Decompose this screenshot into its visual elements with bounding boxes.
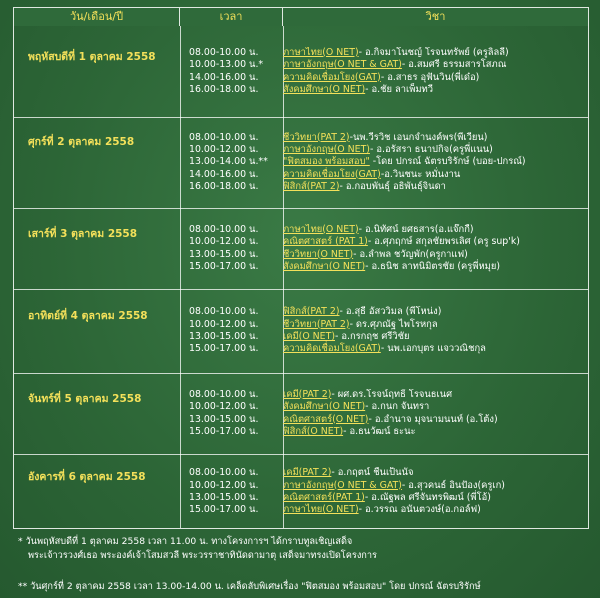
subject-name: เคมี(PAT 2) <box>283 388 332 400</box>
session-entry <box>283 504 587 516</box>
subject-name: ภาษาไทย(O NET) <box>283 46 359 58</box>
session-time: 15.00-17.00 น. <box>189 260 259 272</box>
teacher-name: - อ.อำนาจ มุจนามนนท์ (อ.โต้ง) <box>368 413 498 425</box>
teacher-name: - อ.ธนวัฒน์ ธะนะ <box>343 425 416 437</box>
table-header <box>14 8 588 26</box>
time-column <box>189 467 289 517</box>
session-time: 13.00-15.00 น. <box>189 492 259 503</box>
day-label: จันทร์ที่ 5 ตุลาคม 2558 <box>28 392 142 405</box>
day-label: อังคารที่ 6 ตุลาคม 2558 <box>28 471 146 484</box>
footnote-1-line-2: พระเจ้าวรวงศ์เธอ พระองค์เจ้าโสมสวลี พระวรราชาทินัดดามาตุ เสด็จมาทรงเปิดโครงการ <box>28 550 377 561</box>
teacher-name: - อ.สาธร อุฟันวิน(พี่เด๋อ) <box>380 71 480 83</box>
subject-name: ชีววิทยา(O NET) <box>283 248 354 260</box>
session-time: 14.00-16.00 น. <box>189 168 259 180</box>
subject-column <box>283 389 587 439</box>
header-date: วัน/เดือน/ปี <box>14 8 180 26</box>
session-time: 08.00-10.00 น. <box>189 223 259 235</box>
teacher-name: - ดร.ศุภณัฐ ไพโรหกุล <box>349 318 438 330</box>
row-divider <box>14 208 588 209</box>
subject-name: ชีววิทยา(PAT 2) <box>283 131 350 143</box>
time-column <box>189 389 289 439</box>
time-column <box>189 224 289 274</box>
session-time: 08.00-10.00 น. <box>189 388 259 400</box>
teacher-name: -อ.วินชนะ หมั่นงาน <box>380 168 461 180</box>
row-divider <box>14 117 588 118</box>
subject-name: ความคิดเชื่อมโยง(GAT) <box>283 343 381 355</box>
teacher-name: - อ.กนก จันทรา <box>365 401 430 413</box>
session-time: 15.00-17.00 น. <box>189 343 259 355</box>
session-entry <box>283 306 587 318</box>
session-entry <box>283 319 587 331</box>
header-subject: วิชา <box>283 8 588 26</box>
session-entry <box>283 331 587 343</box>
teacher-name: - อ.กรกฤช ศรีวิชัย <box>335 331 410 342</box>
footnote-2: ** วันศุกร์ที่ 2 ตุลาคม 2558 เวลา 13.00-14.00 น. เคล็ดลับพิเศษเรื่อง "ฟิตสมอง พร้อมสอบ" โดย ปกรณ์ ฉัตรบริรักษ์ <box>18 581 481 592</box>
session-time: 10.00-12.00 น. <box>189 318 259 330</box>
teacher-name: - อ.กฤตน์ ชื่นเป็นนัจ <box>331 467 414 479</box>
time-column <box>189 306 289 356</box>
teacher-name: - อ.ศุภฤกษ์ สกุลชัยพรเลิศ (ครู sup'k) <box>367 236 520 248</box>
subject-name: ฟิสิกส์(PAT 2) <box>283 306 340 318</box>
day-label: อาทิตย์ที่ 4 ตุลาคม 2558 <box>28 310 148 323</box>
session-time: 10.00-12.00 น. <box>189 479 259 491</box>
subject-name: สังคมศึกษา(O NET) <box>283 260 366 272</box>
teacher-name: - อ.สุวคนธ์ อินปัอง(ครูเก) <box>401 479 505 491</box>
subject-name: สังคมศึกษา(O NET) <box>283 401 366 413</box>
teacher-name: - อ.ชัย ลาเพ็มทวี <box>365 83 433 95</box>
subject-name: ชีววิทยา(PAT 2) <box>283 318 350 330</box>
session-time: 15.00-17.00 น. <box>189 504 259 516</box>
session-entry <box>283 389 587 401</box>
row-divider <box>14 454 588 455</box>
session-time: 10.00-12.00 น. <box>189 143 259 155</box>
time-column <box>189 132 289 194</box>
column-divider <box>180 26 181 528</box>
subject-name: เคมี(O NET) <box>283 331 335 342</box>
teacher-name: - อ.วรรณ อนันตวงษ์(อ.กอล์ฟ) <box>358 504 481 516</box>
subject-name: ฟิสิกส์(O NET) <box>283 425 344 437</box>
teacher-name: - อ.ลำพล ชวัญพัก(ครูกาแฟ) <box>353 248 468 260</box>
teacher-name: - อ.ธนิช ลาทนิมิตรชัย (ครูพี่หมุย) <box>365 260 501 272</box>
subject-column <box>283 306 587 356</box>
day-label: พฤหัสบดีที่ 1 ตุลาคม 2558 <box>28 50 156 63</box>
header-time: เวลา <box>180 8 283 26</box>
subject-name: คณิตศาสตร์ (PAT 1) <box>283 236 368 248</box>
session-time: 13.00-14.00 น.** <box>189 156 268 168</box>
session-time: 10.00-12.00 น. <box>189 401 259 413</box>
session-time: 08.00-10.00 น. <box>189 467 259 479</box>
subject-name: คณิตศาสตร์(O NET) <box>283 413 369 425</box>
subject-name: สังคมศึกษา(O NET) <box>283 83 366 95</box>
teacher-name: - อ.นิทัศน์ ยศธสาร(อ.แจ๊กกี้) <box>358 223 474 235</box>
session-entry <box>283 343 587 355</box>
subject-name: ความคิดเชื่อมโยง(GAT) <box>283 71 381 83</box>
day-label: เสาร์ที่ 3 ตุลาคม 2558 <box>28 227 138 240</box>
session-entry <box>283 181 587 193</box>
subject-name: ภาษาอังกฤษ(O NET & GAT) <box>283 479 402 491</box>
session-time: 16.00-18.00 น. <box>189 181 259 193</box>
subject-name: คณิตศาสตร์(PAT 1) <box>283 492 365 503</box>
teacher-name: - นพ.เอกบุตร แจววณิชกุล <box>380 343 486 355</box>
session-time: 16.00-18.00 น. <box>189 83 259 95</box>
subject-name: ภาษาไทย(O NET) <box>283 504 359 516</box>
session-entry <box>283 72 587 84</box>
session-entry <box>283 84 587 96</box>
day-label: ศุกร์ที่ 2 ตุลาคม 2558 <box>28 135 135 148</box>
teacher-name: - ผศ.ดร.โรจน์ฤทธิ์ โรจนธเนศ <box>331 388 453 400</box>
row-divider <box>14 373 588 374</box>
session-time: 10.00-12.00 น. <box>189 236 259 248</box>
session-time: 14.00-16.00 น. <box>189 71 259 83</box>
teacher-name: - อ.กอบพันธุ์ อธิพันธุ์จินดา <box>339 181 446 193</box>
subject-name: ฟิสิกส์(PAT 2) <box>283 181 340 193</box>
subject-name: "ฟิตสมอง พร้อมสอบ" <box>283 156 370 168</box>
teacher-name: -นพ.วีรวิช เอนกจำนงค์พร(พี่เวียน) <box>349 131 488 143</box>
session-entry <box>283 426 587 438</box>
subject-name: เคมี(PAT 2) <box>283 467 332 479</box>
session-entry <box>283 480 587 492</box>
teacher-name: - อ.สุธี อัสววิมล (พี่โหน่ง) <box>339 306 442 318</box>
subject-name: ภาษาอังกฤษ(O NET & GAT) <box>283 59 402 71</box>
subject-column <box>283 224 587 274</box>
row-divider <box>14 289 588 290</box>
footnote-1-line-1: * วันพฤหัสบดีที่ 1 ตุลาคม 2558 เวลา 11.00 น. ทางโครงการฯ ได้กราบทูลเชิญเสด็จ <box>18 536 353 547</box>
time-column <box>189 47 289 97</box>
subject-name: ภาษาอังกฤษ(O NET) <box>283 143 370 155</box>
teacher-name: - อ.ณัฐพล ศรีจันทรพิฒน์ (พี่โอ้) <box>364 492 491 503</box>
session-entry <box>283 249 587 261</box>
session-entry <box>283 401 587 413</box>
teacher-name: -โดย ปกรณ์ ฉัตรบริรักษ์ (บอย-ปกรณ์) <box>369 156 526 168</box>
session-time: 08.00-10.00 น. <box>189 131 259 143</box>
session-entry <box>283 261 587 273</box>
session-entry <box>283 492 587 504</box>
session-time: 13.00-15.00 น. <box>189 331 259 342</box>
footnotes <box>18 535 593 594</box>
teacher-name: - อ.สมศรี ธรรมสารโสภณ <box>401 59 507 71</box>
session-time: 15.00-17.00 น. <box>189 425 259 437</box>
subject-column <box>283 47 587 97</box>
schedule-table <box>13 7 589 529</box>
teacher-name: - อ.กิจมาโนชญ์ โรจนทรัพย์ (ครูลิลลี่) <box>358 46 509 58</box>
subject-column <box>283 132 587 194</box>
session-entry <box>283 169 587 181</box>
session-time: 08.00-10.00 น. <box>189 306 259 318</box>
column-divider <box>283 26 284 528</box>
subject-name: ภาษาไทย(O NET) <box>283 223 359 235</box>
session-entry <box>283 132 587 144</box>
session-entry <box>283 467 587 479</box>
session-entry <box>283 59 587 71</box>
session-entry <box>283 156 587 168</box>
session-time: 08.00-10.00 น. <box>189 46 259 58</box>
session-entry <box>283 47 587 59</box>
teacher-name: - อ.อรัสรา ธนาปกิจ(ครูพี่แนน) <box>369 143 493 155</box>
session-entry <box>283 224 587 236</box>
session-time: 13.00-15.00 น. <box>189 413 259 425</box>
session-entry <box>283 144 587 156</box>
session-entry <box>283 414 587 426</box>
session-entry <box>283 236 587 248</box>
session-time: 13.00-15.00 น. <box>189 248 259 260</box>
subject-name: ความคิดเชื่อมโยง(GAT) <box>283 168 381 180</box>
session-time: 10.00-13.00 น.* <box>189 59 264 71</box>
subject-column <box>283 467 587 517</box>
